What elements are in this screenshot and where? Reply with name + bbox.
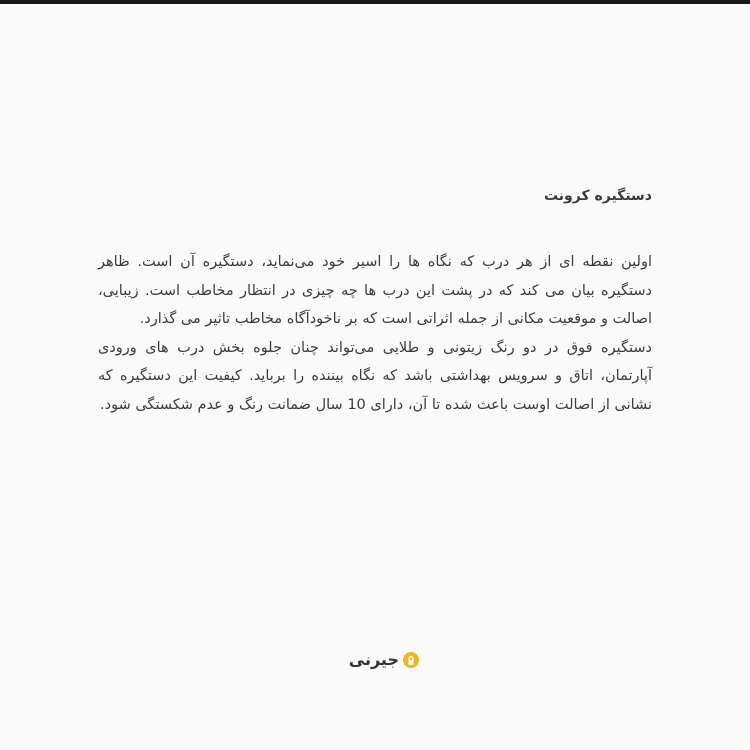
lock-logo-icon (403, 652, 419, 668)
description-paragraph: اولین نقطه ای از هر درب که نگاه ها را اسیر خود می‌نماید، دستگیره آن است. ظاهر دستگیره بیان می کند که در پشت این درب ها چه چیزی در انتظار مخاطب است. زیبایی، اصالت و موقعیت مکانی از جمله اثراتی است که بر ناخودآگاه مخاطب تاثیر می گذارد. (98, 254, 652, 327)
brand-logo (333, 648, 419, 672)
brand-name: جیرنی (348, 650, 399, 669)
description-paragraph: دستگیره فوق در دو رنگ زیتونی و طلایی می‌تواند چنان جلوه بخش درب های ورودی آپارتمان، اتاق و سرویس بهداشتی باشد که نگاه بیننده را برباید. کیفیت این دستگیره که نشانی از اصالت اوست باعث شده تا آن، دارای 10 سال ضمانت رنگ و عدم شکستگی شود. (98, 339, 652, 413)
page-title: دستگیره کرونت (543, 188, 652, 204)
description-text (98, 248, 652, 419)
top-border (0, 0, 750, 4)
